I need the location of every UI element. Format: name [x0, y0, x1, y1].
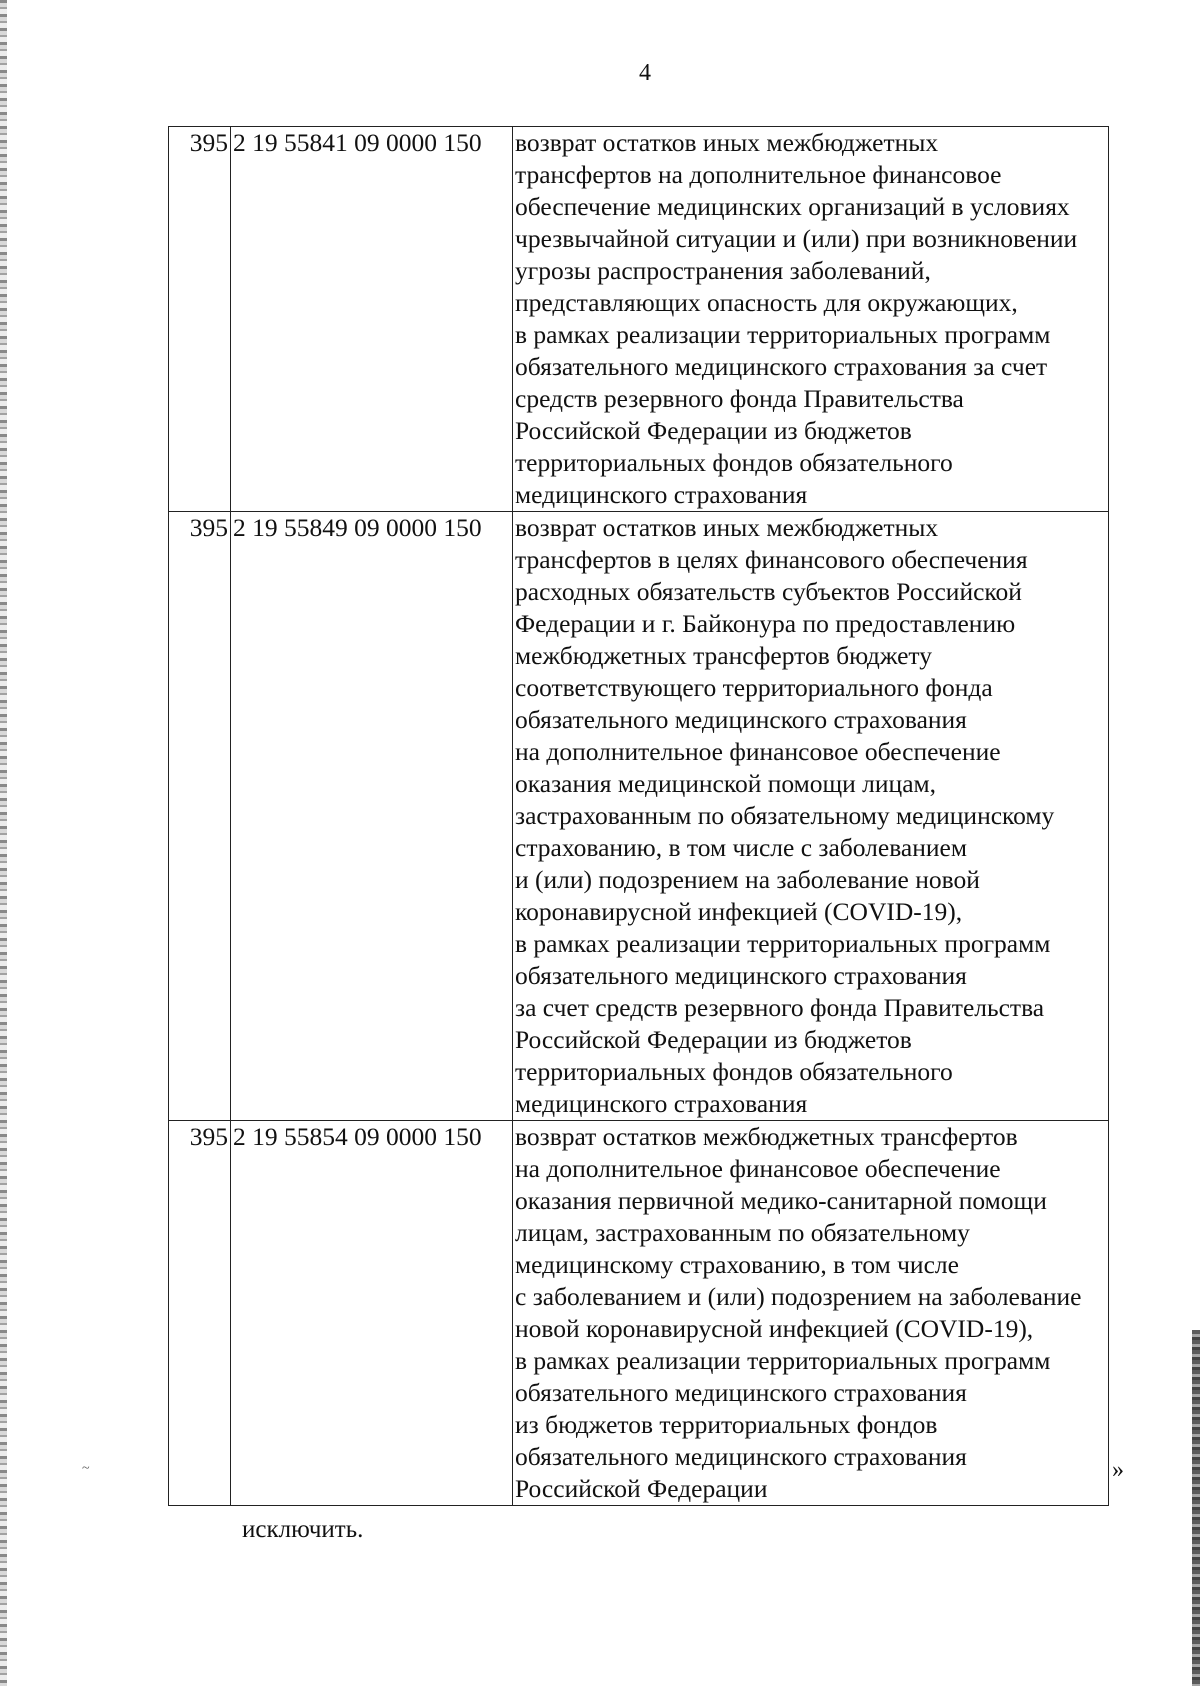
description-cell	[513, 512, 1109, 1121]
table-row	[169, 1121, 1109, 1506]
description-line: оказания медицинской помощи лицам,	[515, 769, 937, 798]
description-line: территориальных фондов обязательного	[515, 448, 953, 477]
description-line: обязательного медицинского страхования за счет	[515, 352, 1048, 381]
description-line: оказания первичной медико-санитарной помощи	[515, 1186, 1047, 1215]
description-line: новой коронавирусной инфекцией (COVID-19),	[515, 1314, 1034, 1343]
description-line: Федерации и г. Байконура по предоставлению	[515, 609, 1016, 638]
description-line: обязательного медицинского страхования	[515, 705, 967, 734]
description-line: на дополнительное финансовое обеспечение	[515, 737, 1001, 766]
budget-code-table	[168, 126, 1109, 1506]
description-line: расходных обязательств субъектов Российской	[515, 577, 1022, 606]
budget-classification-code-cell: 2 19 55854 09 0000 150	[231, 1121, 513, 1506]
description-line: коронавирусной инфекцией (COVID-19),	[515, 897, 963, 926]
chapter-code-cell: 395	[169, 512, 231, 1121]
description-line: застрахованным по обязательному медицинскому	[515, 801, 1055, 830]
description-cell	[513, 127, 1109, 512]
footer-text: исключить.	[242, 1516, 364, 1543]
chapter-code-cell: 395	[169, 1121, 231, 1506]
description-line: возврат остатков иных межбюджетных	[515, 513, 939, 542]
table-row	[169, 127, 1109, 512]
description-line: возврат остатков межбюджетных трансфертов	[515, 1122, 1018, 1151]
page-number: 4	[639, 60, 651, 86]
description-line: обязательного медицинского страхования	[515, 961, 967, 990]
budget-classification-code-cell: 2 19 55841 09 0000 150	[231, 127, 513, 512]
description-cell	[513, 1121, 1109, 1506]
description-line: территориальных фондов обязательного	[515, 1057, 953, 1086]
description-line: лицам, застрахованным по обязательному	[515, 1218, 970, 1247]
description-line: чрезвычайной ситуации и (или) при возникновении	[515, 224, 1078, 253]
description-line: Российской Федерации	[515, 1474, 768, 1503]
description-line: за счет средств резервного фонда Правительства	[515, 993, 1045, 1022]
description-line: обеспечение медицинских организаций в условиях	[515, 192, 1070, 221]
description-line: из бюджетов территориальных фондов	[515, 1410, 938, 1439]
description-line: в рамках реализации территориальных программ	[515, 1346, 1051, 1375]
scan-edge-right	[1192, 1330, 1200, 1686]
description-line: на дополнительное финансовое обеспечение	[515, 1154, 1001, 1183]
description-line: в рамках реализации территориальных программ	[515, 929, 1051, 958]
description-line: представляющих опасность для окружающих,	[515, 288, 1018, 317]
closing-quote: »	[1112, 1457, 1124, 1483]
description-line: обязательного медицинского страхования	[515, 1378, 967, 1407]
description-line: межбюджетных трансфертов бюджету	[515, 641, 932, 670]
description-line: с заболеванием и (или) подозрением на заболевание	[515, 1282, 1082, 1311]
scan-edge-left	[0, 0, 7, 1686]
table-row	[169, 512, 1109, 1121]
description-line: угрозы распространения заболеваний,	[515, 256, 931, 285]
description-line: трансфертов в целях финансового обеспечения	[515, 545, 1028, 574]
description-line: страхованию, в том числе с заболеванием	[515, 833, 967, 862]
description-line: средств резервного фонда Правительства	[515, 384, 964, 413]
description-line: медицинского страхования	[515, 1089, 808, 1118]
description-line: возврат остатков иных межбюджетных	[515, 128, 939, 157]
description-line: Российской Федерации из бюджетов	[515, 416, 912, 445]
description-line: и (или) подозрением на заболевание новой	[515, 865, 980, 894]
description-line: медицинскому страхованию, в том числе	[515, 1250, 959, 1279]
description-line: в рамках реализации территориальных программ	[515, 320, 1051, 349]
description-line: Российской Федерации из бюджетов	[515, 1025, 912, 1054]
margin-mark: ~	[82, 1461, 90, 1476]
description-line: обязательного медицинского страхования	[515, 1442, 967, 1471]
description-line: трансфертов на дополнительное финансовое	[515, 160, 1002, 189]
budget-classification-code-cell: 2 19 55849 09 0000 150	[231, 512, 513, 1121]
description-line: соответствующего территориального фонда	[515, 673, 993, 702]
chapter-code-cell: 395	[169, 127, 231, 512]
description-line: медицинского страхования	[515, 480, 808, 509]
